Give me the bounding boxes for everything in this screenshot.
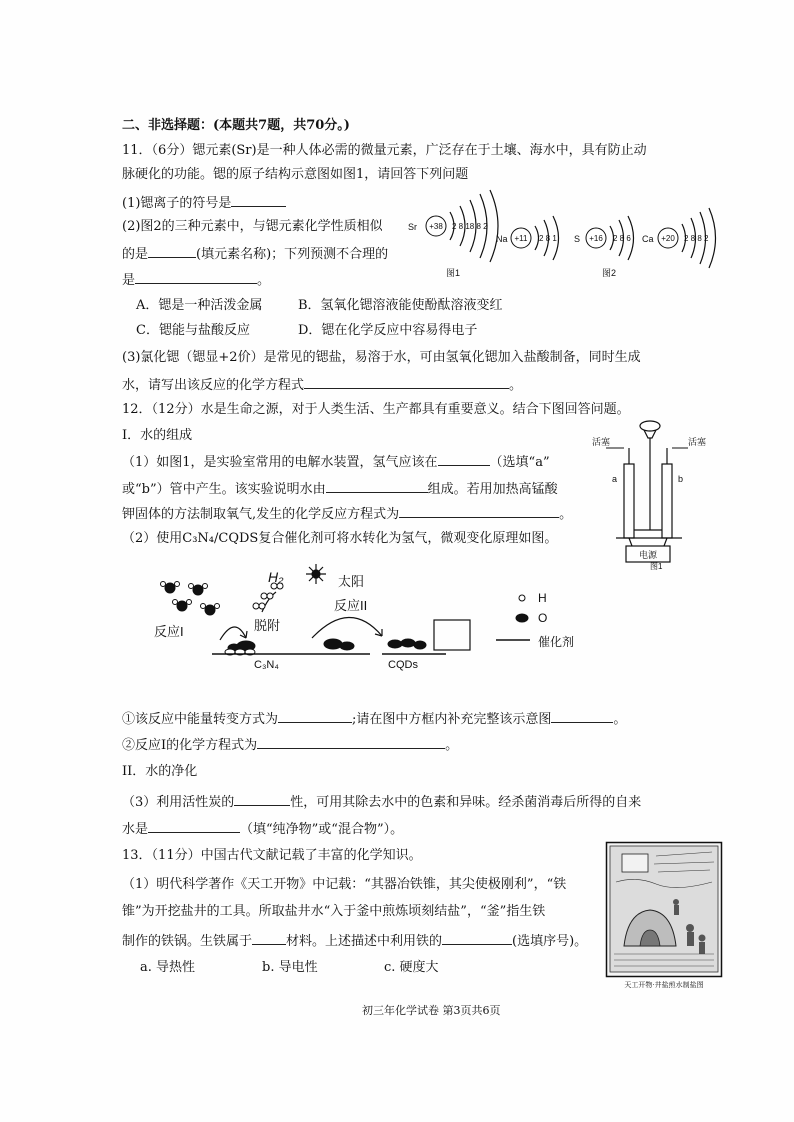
electrolysis-caption: 图1 xyxy=(650,562,663,571)
q11-option-c: C．锶能与盐酸反应 xyxy=(136,323,250,338)
atomic-structure-figures xyxy=(402,188,742,288)
surface-molecules xyxy=(228,639,426,652)
s-electrons: 2 8 6 xyxy=(613,234,631,243)
fig2-caption: 图2 xyxy=(602,268,617,278)
h2-molecules xyxy=(253,583,283,609)
reaction-1-label: 反应I xyxy=(154,624,184,639)
water-molecules xyxy=(161,582,220,616)
q12-part-3-line-b xyxy=(122,820,403,838)
ca-nucleus: +20 xyxy=(661,234,675,243)
q11-part-3-line-b xyxy=(122,376,522,394)
microscopic-mechanism-diagram xyxy=(150,560,620,675)
answer-blank[interactable] xyxy=(234,793,290,806)
catalyst-surface xyxy=(212,640,530,654)
q11-part-3-line-a: (3)氯化锶（锶显+2价）是常见的锶盐，易溶于水，可由氢氧化锶加入盐酸制备，同时生成 xyxy=(122,350,641,365)
legend-o: O xyxy=(538,611,548,625)
q12-text: ;请在图中方框内补充完整该示意图 xyxy=(352,712,552,727)
q12-text: （填“纯净物”或“混合物”）。 xyxy=(240,822,404,837)
q12-text: 钾固体的方法制取氧气,发生的化学反应方程式为 xyxy=(122,507,400,522)
sun-icon xyxy=(306,564,326,584)
section-header: 二、非选择题：(本题共7题，共70分。) xyxy=(122,118,350,133)
q11-line-2: 脉硬化的功能。锶的原子结构示意图如图1，请回答下列问题 xyxy=(122,167,469,182)
sr-nucleus: +38 xyxy=(429,222,443,231)
legend-symbols xyxy=(516,595,528,622)
answer-blank[interactable] xyxy=(135,271,257,284)
na-symbol: Na xyxy=(496,234,508,244)
electrolysis-apparatus xyxy=(592,418,722,570)
q13-part-1-line-a: （1）明代科学著作《天工开物》中记载：“其器冶铁锥，其尖使极刚利”，“铁 xyxy=(122,877,567,892)
q12-text: 或“b”）管中产生。该实验说明水由 xyxy=(122,482,326,497)
q11-option-b: B．氢氧化锶溶液能使酚酞溶液变红 xyxy=(298,298,503,313)
q12-text: 。 xyxy=(613,712,627,727)
q11-line-1: 11．（6分）锶元素(Sr)是一种人体必需的微量元素，广泛存在于土壤、海水中，具有防止动 xyxy=(122,143,647,158)
q11-option-a: A．锶是一种活泼金属 xyxy=(136,298,263,313)
q13-text: (选填序号)。 xyxy=(512,934,588,949)
q11-option-d: D．锶在化学反应中容易得电子 xyxy=(298,323,478,338)
q12-heading-2: II．水的净化 xyxy=(122,764,198,779)
q11-text: 水，请写出该反应的化学方程式 xyxy=(122,378,305,393)
q13-option-b: b. 导电性 xyxy=(262,960,318,975)
q11-part-2-line-c xyxy=(122,271,270,289)
s-symbol: S xyxy=(574,234,581,244)
s-nucleus: +16 xyxy=(589,234,603,243)
answer-blank[interactable] xyxy=(442,932,512,945)
q11-part-1-text: (1)锶离子的符号是 xyxy=(122,196,232,211)
q12-question-a xyxy=(122,710,626,728)
na-nucleus: +11 xyxy=(514,234,528,243)
q12-part-3-line-a xyxy=(122,793,641,811)
q12-text: ②反应I的化学方程式为 xyxy=(122,738,258,753)
reaction-2-label: 反应II xyxy=(334,598,368,613)
legend-h: H xyxy=(538,591,547,605)
page-footer: 初三年化学试卷 第3页共6页 xyxy=(362,1004,501,1017)
q12-text: （3）利用活性炭的 xyxy=(122,795,235,810)
q13-text: 材料。上述描述中利用铁的 xyxy=(286,934,443,949)
salt-boiling-picture xyxy=(606,842,722,990)
tiangong-kaiwu-illustration xyxy=(606,842,722,990)
q11-text: 是 xyxy=(122,273,136,288)
q12-text: 组成。若用加热高锰酸 xyxy=(427,482,558,497)
answer-blank[interactable] xyxy=(257,736,445,749)
answer-blank[interactable] xyxy=(278,710,352,723)
q11-text: (填元素名称)；下列预测不合理的 xyxy=(196,247,389,262)
cqds-label: CQDs xyxy=(388,659,418,671)
q13-option-a: a. 导热性 xyxy=(140,960,196,975)
answer-blank[interactable] xyxy=(438,453,490,466)
q12-part-1-line-b xyxy=(122,480,558,498)
answer-blank[interactable] xyxy=(399,505,559,518)
desorb-label: 脱附 xyxy=(254,618,281,633)
mechanism-svg xyxy=(150,560,620,675)
q13-option-c: c. 硬度大 xyxy=(384,960,439,975)
stopcock-right-label: 活塞 xyxy=(688,437,707,447)
q12-text: 。 xyxy=(559,507,573,522)
q13-line-1: 13．（11分）中国古代文献记载了丰富的化学知识。 xyxy=(122,848,422,863)
q12-text: 。 xyxy=(445,738,459,753)
q11-part-1 xyxy=(122,194,286,212)
q12-text: 性，可用其除去水中的色素和异味。经杀菌消毒后所得的自来 xyxy=(290,795,642,810)
q13-part-1-line-b: 锥”为开挖盐井的工具。所取盐井水“入于釜中煎炼顷刻结盐”，“釜”指生铁 xyxy=(122,904,546,919)
fig1-caption: 图1 xyxy=(446,268,461,278)
q11-part-2-line-b xyxy=(122,245,388,263)
answer-blank[interactable] xyxy=(148,245,196,258)
q12-heading-1: I．水的组成 xyxy=(122,428,193,443)
tube-b-label: b xyxy=(678,474,684,484)
q12-text: （1）如图1，是实验室常用的电解水装置，氢气应该在 xyxy=(122,455,438,470)
q12-question-b xyxy=(122,736,458,754)
q11-text: 的是 xyxy=(122,247,149,262)
answer-blank[interactable] xyxy=(231,194,286,207)
c3n4-label: C₃N₄ xyxy=(254,659,279,671)
answer-blank[interactable] xyxy=(252,932,286,945)
electrolysis-diagram xyxy=(592,418,722,570)
answer-blank[interactable] xyxy=(551,710,613,723)
legend-catalyst: 催化剂 xyxy=(538,635,575,649)
na-electrons: 2 8 1 xyxy=(539,234,557,243)
ca-electrons: 2 8 8 2 xyxy=(684,234,709,243)
sun-label: 太阳 xyxy=(338,574,365,589)
q12-part-2: （2）使用C₃N₄/CQDS复合催化剂可将水转化为氢气，微观变化原理如图。 xyxy=(122,531,558,546)
q12-text: （选填“a” xyxy=(489,455,550,470)
sr-symbol: Sr xyxy=(408,222,417,232)
answer-blank[interactable] xyxy=(304,376,509,389)
q12-text: ①该反应中能量转变方式为 xyxy=(122,712,279,727)
ca-symbol: Ca xyxy=(642,234,654,244)
answer-blank[interactable] xyxy=(148,820,240,833)
q12-part-1-line-c xyxy=(122,505,572,523)
stopcock-left-label: 活塞 xyxy=(592,437,611,447)
q13-text: 制作的铁锅。生铁属于 xyxy=(122,934,253,949)
atom-diagrams xyxy=(402,188,742,288)
answer-blank[interactable] xyxy=(326,480,428,493)
illustration-caption: 天工开物·井盐煎水制盐图 xyxy=(624,981,704,989)
q12-text: 水是 xyxy=(122,822,149,837)
q13-part-1-line-c xyxy=(122,932,587,950)
q12-part-1-line-a xyxy=(122,453,550,471)
q11-part-2-line-a: (2)图2的三种元素中，与锶元素化学性质相似 xyxy=(122,219,383,234)
answer-box[interactable] xyxy=(434,620,470,650)
sr-electrons: 2 8 18 8 2 xyxy=(452,222,488,231)
power-supply-label: 电源 xyxy=(639,550,658,560)
q11-text: 。 xyxy=(257,273,271,288)
tube-a-label: a xyxy=(612,474,618,484)
q12-line-1: 12．（12分）水是生命之源，对于人类生活、生产都具有重要意义。结合下图回答问题。 xyxy=(122,402,630,417)
q11-text: 。 xyxy=(509,378,523,393)
h2-label: H₂ xyxy=(268,569,284,585)
